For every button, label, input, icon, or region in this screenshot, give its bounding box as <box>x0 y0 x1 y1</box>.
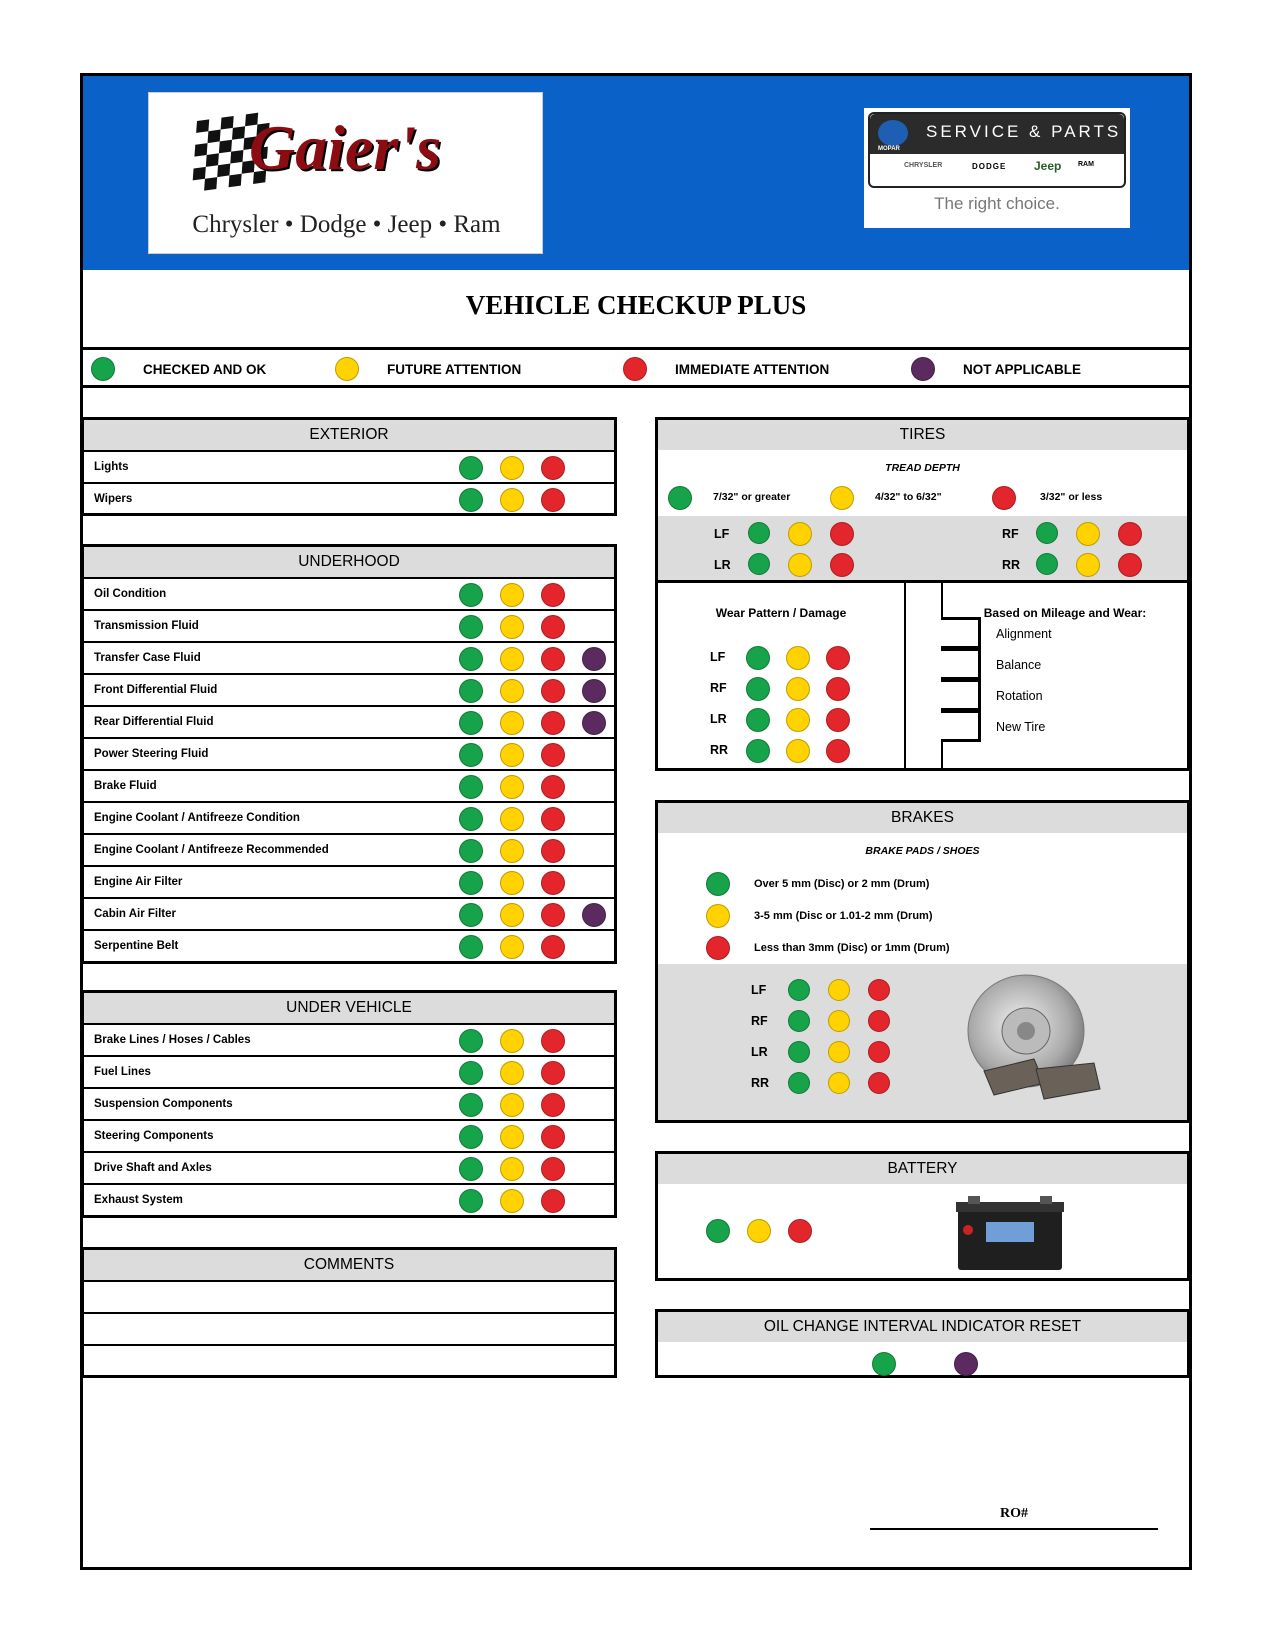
future-option[interactable] <box>500 647 524 671</box>
immediate-option[interactable] <box>541 1029 565 1053</box>
ok-option[interactable] <box>459 488 483 512</box>
ok-option[interactable] <box>459 679 483 703</box>
future-option[interactable] <box>788 522 812 546</box>
battery-rating[interactable] <box>706 1219 812 1243</box>
green-dot-icon <box>91 357 115 381</box>
future-option[interactable] <box>500 935 524 959</box>
divider <box>83 347 1189 350</box>
immediate-option[interactable] <box>1118 522 1142 546</box>
future-option[interactable] <box>1076 522 1100 546</box>
checklist-row <box>84 673 614 707</box>
oil-reset-done-option[interactable] <box>872 1352 896 1376</box>
immediate-option[interactable] <box>541 456 565 480</box>
rating-options <box>459 935 565 959</box>
yellow-dot-icon <box>830 486 854 510</box>
ok-option[interactable] <box>459 871 483 895</box>
ok-option[interactable] <box>1036 553 1058 575</box>
ok-option[interactable] <box>746 646 770 670</box>
checklist-item-label: Steering Components <box>94 1130 214 1142</box>
checklist-row <box>84 450 614 484</box>
legend-item-checked <box>91 351 266 387</box>
dealer-logo <box>148 92 543 254</box>
checklist-row <box>84 1055 614 1089</box>
brakes-section <box>655 800 1190 1123</box>
brake-position-label: RF <box>751 1014 768 1028</box>
future-option[interactable] <box>500 615 524 639</box>
immediate-option[interactable] <box>830 553 854 577</box>
tread-depth-label: TREAD DEPTH <box>885 462 960 474</box>
future-option[interactable] <box>500 839 524 863</box>
ok-option[interactable] <box>459 935 483 959</box>
red-dot-icon <box>706 936 730 960</box>
brake-pads-label: BRAKE PADS / SHOES <box>865 845 980 857</box>
checklist-item-label: Lights <box>94 461 129 473</box>
rating-options <box>459 1157 565 1181</box>
immediate-option[interactable] <box>541 711 565 735</box>
wear-rating[interactable] <box>746 708 850 732</box>
immediate-option[interactable] <box>868 1072 890 1094</box>
mopar-m-icon <box>878 120 908 146</box>
brake-position-label: RR <box>751 1076 770 1090</box>
immediate-option[interactable] <box>830 522 854 546</box>
service-checkbox[interactable] <box>941 648 981 680</box>
future-option[interactable] <box>500 456 524 480</box>
checklist-row <box>84 1151 614 1185</box>
checklist-item-label: Transmission Fluid <box>94 620 199 632</box>
tread-rr-rating[interactable] <box>1036 553 1142 577</box>
brake-scale-yellow: 3-5 mm (Disc or 1.01-2 mm (Drum) <box>754 910 933 922</box>
section-title: TIRES <box>658 420 1187 450</box>
future-option[interactable] <box>500 679 524 703</box>
future-option[interactable] <box>500 1093 524 1117</box>
future-option[interactable] <box>786 739 810 763</box>
tire-position-label: LR <box>714 558 731 572</box>
ok-option[interactable] <box>459 711 483 735</box>
checklist-item-label: Oil Condition <box>94 588 167 600</box>
tagline: The right choice. <box>934 194 1060 213</box>
under-vehicle-section <box>81 990 617 1218</box>
tread-lf-rating[interactable] <box>748 522 854 546</box>
ok-option[interactable] <box>459 743 483 767</box>
service-label: Alignment <box>996 627 1052 641</box>
future-option[interactable] <box>500 711 524 735</box>
rating-options <box>459 647 606 671</box>
brake-position-label: LF <box>751 983 767 997</box>
rating-options <box>459 711 606 735</box>
wear-rating[interactable] <box>746 739 850 763</box>
ok-option[interactable] <box>748 522 770 544</box>
checklist-item-label: Wipers <box>94 493 133 505</box>
ok-option[interactable] <box>706 1219 730 1243</box>
rating-options <box>459 775 565 799</box>
legend-label: IMMEDIATE ATTENTION <box>675 361 830 377</box>
future-option[interactable] <box>500 807 524 831</box>
section-title: BRAKES <box>658 803 1187 833</box>
wear-pattern-label: Wear Pattern / Damage <box>715 606 847 620</box>
service-parts-title: SERVICE & PARTS <box>926 122 1122 141</box>
red-dot-icon <box>623 357 647 381</box>
immediate-option[interactable] <box>826 646 850 670</box>
immediate-option[interactable] <box>541 1189 565 1213</box>
future-option[interactable] <box>828 1072 850 1094</box>
checklist-item-label: Engine Coolant / Antifreeze Recommended <box>94 844 329 856</box>
immediate-option[interactable] <box>868 1041 890 1063</box>
brand-chrysler: CHRYSLER <box>904 162 943 169</box>
future-option[interactable] <box>500 583 524 607</box>
battery-section <box>655 1151 1190 1281</box>
page-title: VEHICLE CHECKUP PLUS <box>465 290 807 320</box>
checklist-row <box>84 577 614 611</box>
tread-lr-rating[interactable] <box>748 553 854 577</box>
immediate-option[interactable] <box>541 679 565 703</box>
ok-option[interactable] <box>746 677 770 701</box>
future-option[interactable] <box>1076 553 1100 577</box>
ok-option[interactable] <box>459 807 483 831</box>
purple-dot-icon <box>911 357 935 381</box>
future-option[interactable] <box>828 979 850 1001</box>
tread-scale-red: 3/32" or less <box>1040 491 1103 503</box>
divider <box>904 580 906 768</box>
rating-options <box>459 743 565 767</box>
section-title: EXTERIOR <box>84 420 614 450</box>
future-option[interactable] <box>828 1010 850 1032</box>
mopar-logo <box>864 108 1130 228</box>
ok-option[interactable] <box>788 979 810 1001</box>
dealer-name: Gaier's <box>249 112 441 183</box>
future-option[interactable] <box>828 1041 850 1063</box>
checklist-item-label: Power Steering Fluid <box>94 748 209 760</box>
immediate-option[interactable] <box>541 935 565 959</box>
immediate-option[interactable] <box>541 488 565 512</box>
ok-option[interactable] <box>459 1061 483 1085</box>
immediate-option[interactable] <box>868 979 890 1001</box>
section-title: BATTERY <box>658 1154 1187 1184</box>
rating-options <box>459 1061 565 1085</box>
ro-number-line[interactable] <box>870 1528 1158 1530</box>
brake-rating[interactable] <box>788 1041 890 1063</box>
immediate-option[interactable] <box>541 647 565 671</box>
checklist-item-label: Cabin Air Filter <box>94 908 176 920</box>
brand-dodge: DODGE <box>972 162 1007 171</box>
comment-line[interactable] <box>84 1312 614 1347</box>
checklist-item-label: Transfer Case Fluid <box>94 652 201 664</box>
divider <box>658 580 1187 583</box>
immediate-option[interactable] <box>541 583 565 607</box>
section-title: OIL CHANGE INTERVAL INDICATOR RESET <box>658 1312 1187 1342</box>
checklist-row <box>84 705 614 739</box>
brake-scale-red: Less than 3mm (Disc) or 1mm (Drum) <box>754 942 950 954</box>
ok-option[interactable] <box>459 1157 483 1181</box>
na-option[interactable] <box>582 711 606 735</box>
rating-options <box>459 1029 565 1053</box>
tires-section <box>655 417 1190 771</box>
future-option[interactable] <box>786 677 810 701</box>
mopar-brand: MOPAR <box>878 146 900 152</box>
immediate-option[interactable] <box>541 615 565 639</box>
green-dot-icon <box>706 872 730 896</box>
future-option[interactable] <box>747 1219 771 1243</box>
rating-options <box>459 1189 565 1213</box>
wear-position-label: RF <box>710 681 727 695</box>
checklist-row <box>84 641 614 675</box>
legend-label: NOT APPLICABLE <box>963 361 1081 377</box>
checklist-item-label: Brake Fluid <box>94 780 157 792</box>
checklist-item-label: Drive Shaft and Axles <box>94 1162 212 1174</box>
checklist-item-label: Front Differential Fluid <box>94 684 218 696</box>
immediate-option[interactable] <box>826 708 850 732</box>
checklist-item-label: Exhaust System <box>94 1194 183 1206</box>
immediate-option[interactable] <box>541 903 565 927</box>
immediate-option[interactable] <box>541 839 565 863</box>
legend-item-na <box>911 351 1081 387</box>
ok-option[interactable] <box>459 1189 483 1213</box>
immediate-option[interactable] <box>541 1061 565 1085</box>
legend-label: FUTURE ATTENTION <box>387 361 522 377</box>
future-option[interactable] <box>500 1029 524 1053</box>
na-option[interactable] <box>582 679 606 703</box>
ok-option[interactable] <box>788 1072 810 1094</box>
green-dot-icon <box>668 486 692 510</box>
ok-option[interactable] <box>459 647 483 671</box>
battery-icon <box>954 1196 1066 1272</box>
checklist-row <box>84 482 614 516</box>
yellow-dot-icon <box>335 357 359 381</box>
oil-reset-na-option[interactable] <box>954 1352 978 1376</box>
checklist-item-label: Rear Differential Fluid <box>94 716 214 728</box>
rating-options <box>459 1093 565 1117</box>
ok-option[interactable] <box>459 456 483 480</box>
brand-ram: RAM <box>1078 161 1094 168</box>
ok-option[interactable] <box>788 1010 810 1032</box>
checklist-row <box>84 1023 614 1057</box>
future-option[interactable] <box>500 1189 524 1213</box>
future-option[interactable] <box>500 871 524 895</box>
checklist-row <box>84 1087 614 1121</box>
checklist-item-label: Engine Air Filter <box>94 876 183 888</box>
service-label: Rotation <box>996 689 1043 703</box>
checklist-row <box>84 1119 614 1153</box>
rating-options <box>459 679 606 703</box>
checklist-row <box>84 929 614 963</box>
brand-jeep: Jeep <box>1034 159 1062 173</box>
section-title: COMMENTS <box>84 1250 614 1280</box>
immediate-option[interactable] <box>826 677 850 701</box>
section-title: UNDER VEHICLE <box>84 993 614 1023</box>
rating-options <box>459 583 565 607</box>
ok-option[interactable] <box>746 739 770 763</box>
checklist-row <box>84 801 614 835</box>
red-dot-icon <box>992 486 1016 510</box>
exterior-section <box>81 417 617 516</box>
tire-position-label: RF <box>1002 527 1019 541</box>
future-option[interactable] <box>786 708 810 732</box>
immediate-option[interactable] <box>541 1093 565 1117</box>
service-checkbox[interactable] <box>941 710 981 742</box>
wear-position-label: RR <box>710 743 729 757</box>
rating-options <box>459 1125 565 1149</box>
wear-position-label: LR <box>710 712 727 726</box>
na-option[interactable] <box>582 903 606 927</box>
rating-options <box>459 871 565 895</box>
comment-line[interactable] <box>84 1344 614 1380</box>
na-option[interactable] <box>582 647 606 671</box>
underhood-section <box>81 544 617 964</box>
checklist-item-label: Serpentine Belt <box>94 940 179 952</box>
wear-rating[interactable] <box>746 677 850 701</box>
future-option[interactable] <box>500 1061 524 1085</box>
checklist-row <box>84 833 614 867</box>
brake-rotor-icon <box>964 971 1114 1111</box>
legend-item-future <box>335 351 521 387</box>
tire-position-label: LF <box>714 527 730 541</box>
brake-scale-green: Over 5 mm (Disc) or 2 mm (Drum) <box>754 878 930 890</box>
rating-options <box>459 615 565 639</box>
immediate-option[interactable] <box>1118 553 1142 577</box>
future-option[interactable] <box>500 1125 524 1149</box>
immediate-option[interactable] <box>868 1010 890 1032</box>
brake-rating[interactable] <box>788 1010 890 1032</box>
future-option[interactable] <box>500 743 524 767</box>
brake-position-label: LR <box>751 1045 768 1059</box>
checklist-item-label: Suspension Components <box>94 1098 233 1110</box>
checklist-row <box>84 609 614 643</box>
legend <box>83 351 1189 387</box>
tread-scale-green: 7/32" or greater <box>713 491 791 503</box>
comment-line[interactable] <box>84 1280 614 1315</box>
yellow-dot-icon <box>706 904 730 928</box>
ok-option[interactable] <box>459 615 483 639</box>
ok-option[interactable] <box>459 1125 483 1149</box>
immediate-option[interactable] <box>788 1219 812 1243</box>
rating-options <box>459 903 606 927</box>
checklist-item-label: Brake Lines / Hoses / Cables <box>94 1034 251 1046</box>
section-title: UNDERHOOD <box>84 547 614 577</box>
legend-label: CHECKED AND OK <box>143 361 267 377</box>
future-option[interactable] <box>786 646 810 670</box>
checklist-row <box>84 769 614 803</box>
ok-option[interactable] <box>459 583 483 607</box>
checklist-row <box>84 1183 614 1217</box>
oil-reset-section <box>655 1309 1190 1378</box>
service-checkbox[interactable] <box>941 679 981 711</box>
dealer-brands: Chrysler • Dodge • Jeep • Ram <box>192 211 501 238</box>
immediate-option[interactable] <box>541 1157 565 1181</box>
wear-rating[interactable] <box>746 646 850 670</box>
immediate-option[interactable] <box>541 743 565 767</box>
service-label: Balance <box>996 658 1042 672</box>
future-option[interactable] <box>500 775 524 799</box>
ok-option[interactable] <box>1036 522 1058 544</box>
tread-rf-rating[interactable] <box>1036 522 1142 546</box>
immediate-option[interactable] <box>541 775 565 799</box>
ok-option[interactable] <box>459 775 483 799</box>
checklist-row <box>84 865 614 899</box>
future-option[interactable] <box>500 488 524 512</box>
rating-options <box>459 488 565 512</box>
ok-option[interactable] <box>746 708 770 732</box>
ok-option[interactable] <box>788 1041 810 1063</box>
mileage-wear-label: Based on Mileage and Wear: <box>983 606 1147 620</box>
ok-option[interactable] <box>459 839 483 863</box>
service-label: New Tire <box>996 720 1046 734</box>
legend-item-immediate <box>623 351 829 387</box>
immediate-option[interactable] <box>541 1125 565 1149</box>
tire-position-label: RR <box>1002 558 1021 572</box>
comments-section <box>81 1247 617 1378</box>
checklist-item-label: Engine Coolant / Antifreeze Condition <box>94 812 300 824</box>
ok-option[interactable] <box>748 553 770 575</box>
tread-scale-yellow: 4/32" to 6/32" <box>875 491 942 503</box>
rating-options <box>459 807 565 831</box>
checklist-item-label: Fuel Lines <box>94 1066 151 1078</box>
rating-options <box>459 456 565 480</box>
future-option[interactable] <box>788 553 812 577</box>
immediate-option[interactable] <box>541 871 565 895</box>
brake-rating[interactable] <box>788 979 890 1001</box>
checklist-row <box>84 897 614 931</box>
service-checkbox[interactable] <box>941 617 981 649</box>
ok-option[interactable] <box>459 903 483 927</box>
wear-position-label: LF <box>710 650 726 664</box>
immediate-option[interactable] <box>826 739 850 763</box>
future-option[interactable] <box>500 903 524 927</box>
rating-options <box>459 839 565 863</box>
ok-option[interactable] <box>459 1029 483 1053</box>
future-option[interactable] <box>500 1157 524 1181</box>
ok-option[interactable] <box>459 1093 483 1117</box>
brake-rating[interactable] <box>788 1072 890 1094</box>
checklist-row <box>84 737 614 771</box>
ro-label: RO# <box>1000 1506 1028 1521</box>
immediate-option[interactable] <box>541 807 565 831</box>
